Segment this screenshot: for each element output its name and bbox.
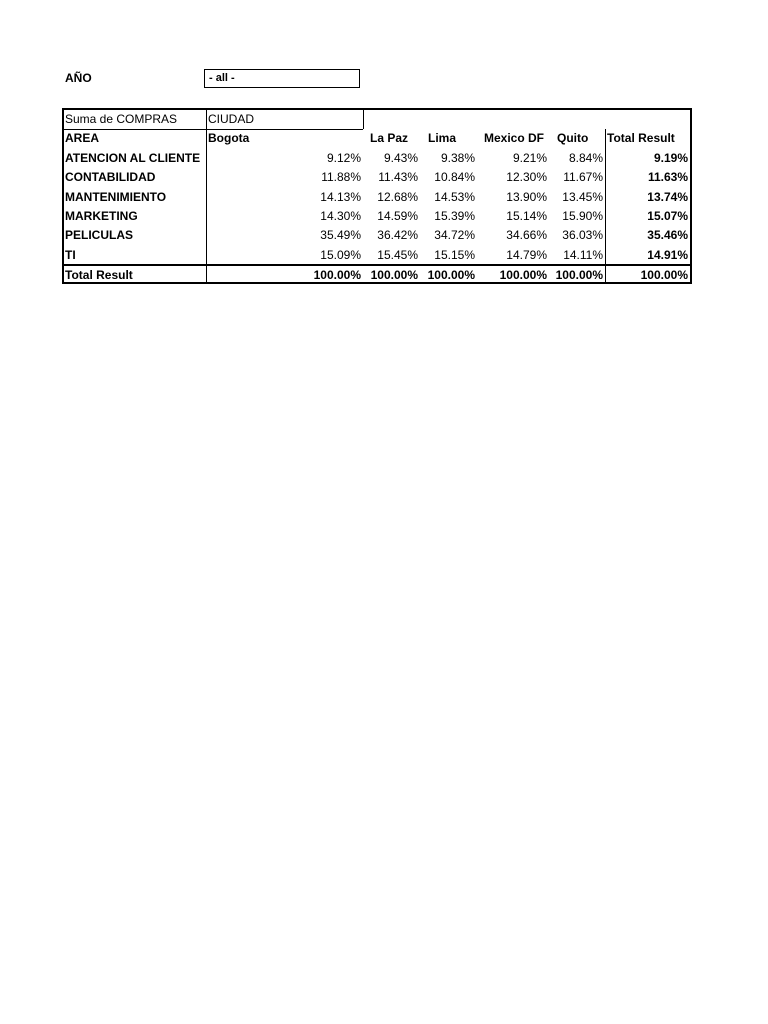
- column-header-quito[interactable]: Quito: [557, 131, 589, 146]
- value-cell[interactable]: 14.13%: [320, 189, 361, 204]
- total-cell[interactable]: 100.00%: [555, 267, 603, 282]
- row-label[interactable]: TI: [65, 247, 76, 262]
- value-cell[interactable]: 10.84%: [434, 170, 475, 185]
- value-cell[interactable]: 34.72%: [434, 228, 475, 243]
- column-header-mexico-df[interactable]: Mexico DF: [484, 131, 545, 146]
- column-header-bogota[interactable]: Bogota: [208, 131, 250, 146]
- value-cell[interactable]: 8.84%: [568, 150, 603, 165]
- row-total-cell[interactable]: 15.07%: [647, 209, 688, 223]
- value-cell[interactable]: 15.45%: [377, 247, 418, 262]
- value-cell[interactable]: 15.09%: [320, 247, 361, 262]
- row-total-cell[interactable]: 13.74%: [647, 189, 688, 204]
- value-cell[interactable]: 15.15%: [434, 247, 475, 262]
- total-cell[interactable]: 100.00%: [499, 267, 547, 282]
- total-cell[interactable]: 100.00%: [313, 267, 361, 282]
- value-cell[interactable]: 9.43%: [383, 150, 418, 165]
- value-cell[interactable]: 14.53%: [434, 189, 475, 204]
- table-row: [64, 246, 690, 265]
- table-row: [64, 207, 690, 226]
- table-row: [64, 188, 690, 207]
- value-cell[interactable]: 34.66%: [506, 228, 547, 243]
- value-cell[interactable]: 11.67%: [563, 170, 603, 185]
- row-label[interactable]: CONTABILIDAD: [65, 170, 156, 185]
- column-field-label[interactable]: CIUDAD: [208, 112, 255, 126]
- row-field-label[interactable]: AREA: [65, 131, 100, 146]
- value-cell[interactable]: 9.21%: [512, 150, 547, 165]
- year-filter-dropdown[interactable]: - all -: [204, 69, 360, 88]
- value-cell[interactable]: 13.90%: [506, 189, 547, 204]
- pivot-header-row: [64, 129, 690, 148]
- value-cell[interactable]: 35.49%: [320, 228, 361, 243]
- value-cell[interactable]: 36.42%: [377, 228, 418, 243]
- row-label[interactable]: MARKETING: [65, 209, 138, 223]
- row-label[interactable]: MANTENIMIENTO: [65, 189, 167, 204]
- value-cell[interactable]: 13.45%: [562, 189, 603, 204]
- row-label[interactable]: ATENCION AL CLIENTE: [65, 150, 201, 165]
- value-cell[interactable]: 14.11%: [563, 247, 603, 262]
- value-cell[interactable]: 15.14%: [506, 209, 547, 223]
- value-cell[interactable]: 9.12%: [326, 150, 361, 165]
- pivot-table: [62, 108, 692, 284]
- row-total-cell[interactable]: 11.63%: [647, 170, 688, 185]
- row-total-cell[interactable]: 14.91%: [647, 247, 688, 262]
- value-cell[interactable]: 12.30%: [506, 170, 547, 185]
- table-row: [64, 168, 690, 187]
- value-cell[interactable]: 15.39%: [434, 209, 475, 223]
- value-cell[interactable]: 14.30%: [320, 209, 361, 223]
- grand-total-cell[interactable]: 100.00%: [640, 267, 688, 282]
- table-row: [64, 149, 690, 168]
- row-total-cell[interactable]: 35.46%: [647, 228, 688, 243]
- value-cell[interactable]: 15.90%: [562, 209, 603, 223]
- row-total-cell[interactable]: 9.19%: [653, 150, 688, 165]
- value-cell[interactable]: 9.38%: [440, 150, 475, 165]
- value-cell[interactable]: 12.68%: [377, 189, 418, 204]
- row-label[interactable]: PELICULAS: [65, 228, 134, 243]
- column-header-lima[interactable]: Lima: [428, 131, 457, 146]
- year-filter-label: AÑO: [65, 71, 92, 85]
- total-row-label[interactable]: Total Result: [65, 267, 133, 282]
- value-cell[interactable]: 11.88%: [321, 170, 361, 185]
- data-field-label[interactable]: Suma de COMPRAS: [65, 112, 178, 126]
- table-row: [64, 226, 690, 245]
- value-cell[interactable]: 14.79%: [506, 247, 547, 262]
- value-cell[interactable]: 14.59%: [377, 209, 418, 223]
- value-cell[interactable]: 36.03%: [562, 228, 603, 243]
- total-cell[interactable]: 100.00%: [370, 267, 418, 282]
- value-cell[interactable]: 11.43%: [378, 170, 418, 185]
- pivot-meta-row: [64, 110, 690, 129]
- total-row: [64, 266, 690, 285]
- total-cell[interactable]: 100.00%: [427, 267, 475, 282]
- column-header-total[interactable]: Total Result: [607, 131, 675, 146]
- column-header-la-paz[interactable]: La Paz: [370, 131, 409, 146]
